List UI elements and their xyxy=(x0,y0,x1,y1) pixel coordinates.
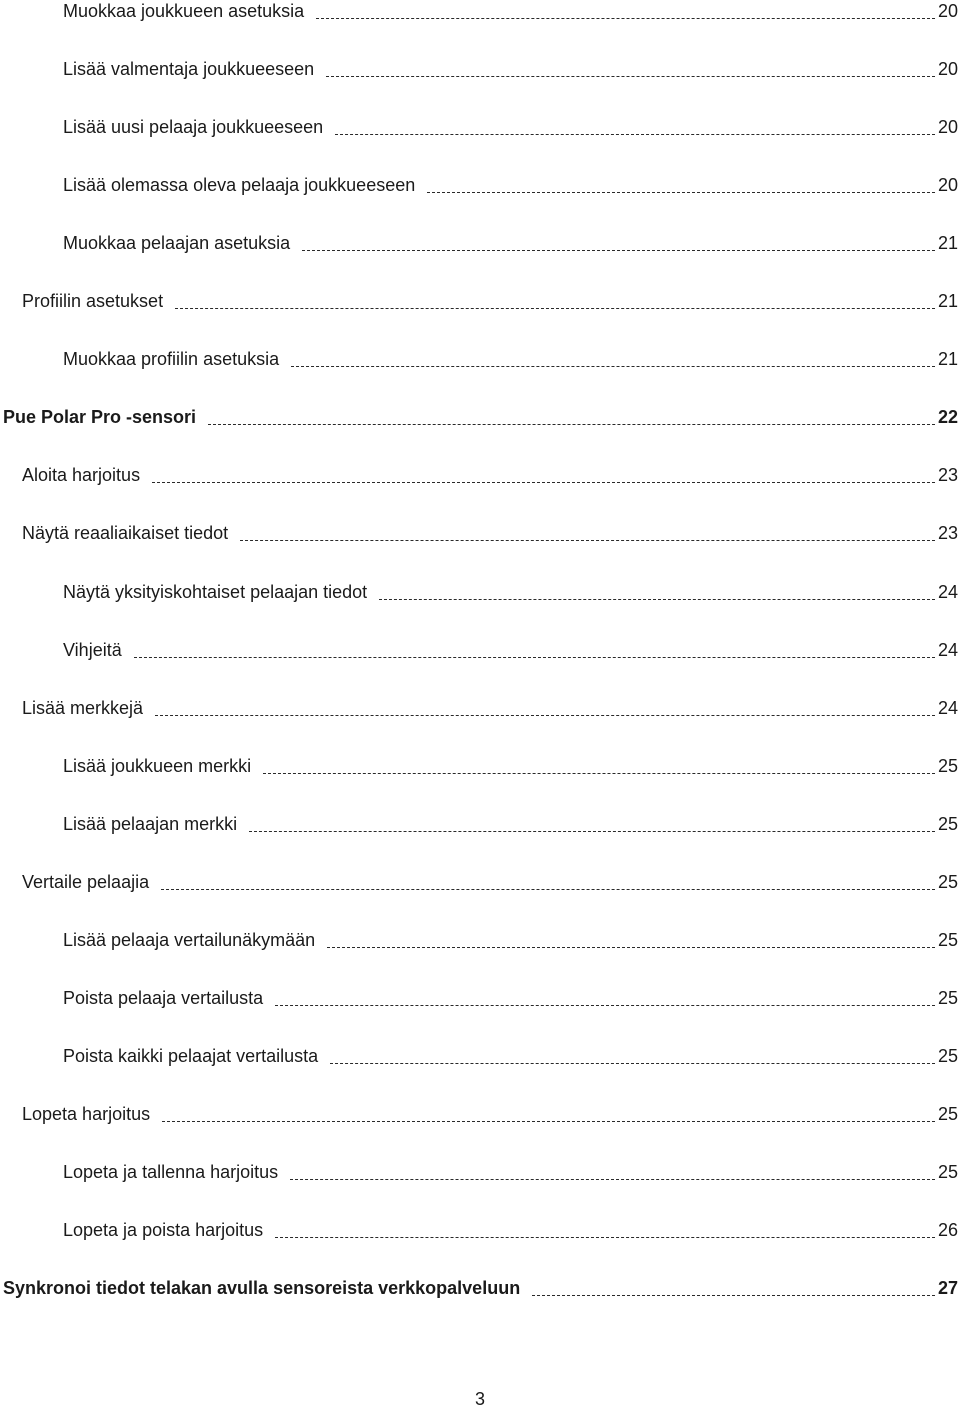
page-number: 3 xyxy=(474,1389,485,1409)
toc-entry[interactable] xyxy=(0,1153,958,1183)
toc-entry-title: Aloita harjoitus xyxy=(22,465,141,486)
toc-entry[interactable] xyxy=(0,1037,958,1067)
toc-entry-title: Lisää valmentaja joukkueeseen xyxy=(63,59,315,80)
toc-entry-page-number: 20 xyxy=(937,59,958,80)
toc-entry-title: Lisää olemassa oleva pelaaja joukkueeseen xyxy=(63,175,416,196)
toc-entry[interactable] xyxy=(0,1095,958,1125)
toc-entry-title: Lisää uusi pelaaja joukkueeseen xyxy=(63,117,324,138)
toc-entry-page-number: 25 xyxy=(937,755,958,776)
toc-dot-leader xyxy=(275,1237,935,1238)
toc-entry[interactable] xyxy=(0,108,958,138)
toc-dot-leader xyxy=(208,424,935,425)
toc-entry-page-number: 25 xyxy=(937,1045,958,1066)
toc-dot-leader xyxy=(161,889,935,890)
toc-entry[interactable] xyxy=(0,224,958,254)
toc-entry[interactable] xyxy=(0,631,958,661)
toc-entry[interactable] xyxy=(0,514,958,544)
toc-dot-leader xyxy=(275,1005,935,1006)
toc-entry-page-number: 25 xyxy=(937,987,958,1008)
toc-entry-page-number: 26 xyxy=(937,1220,958,1241)
toc-entry-page-number: 24 xyxy=(937,639,958,660)
toc-entry[interactable] xyxy=(0,863,958,893)
toc-entry[interactable] xyxy=(0,398,958,428)
toc-entry-title: Lopeta harjoitus xyxy=(22,1103,151,1124)
toc-entry[interactable] xyxy=(0,0,958,22)
toc-entry[interactable] xyxy=(0,282,958,312)
toc-entry-page-number: 25 xyxy=(937,929,958,950)
toc-entry-title: Lisää pelaajan merkki xyxy=(63,813,238,834)
toc-entry-page-number: 25 xyxy=(937,871,958,892)
toc-dot-leader xyxy=(327,947,935,948)
toc-entry-title: Lisää merkkejä xyxy=(22,697,144,718)
toc-entry-page-number: 23 xyxy=(937,465,958,486)
toc-dot-leader xyxy=(152,482,935,483)
toc-entry-title: Vihjeitä xyxy=(63,639,122,660)
toc-entry-page-number: 20 xyxy=(937,1,958,21)
toc-entry-title: Synkronoi tiedot telakan avulla sensoreista verkkopalveluun xyxy=(3,1278,521,1299)
toc-entry[interactable] xyxy=(0,50,958,80)
toc-entry-page-number: 24 xyxy=(937,697,958,718)
toc-entry-title: Poista kaikki pelaajat vertailusta xyxy=(63,1045,319,1066)
toc-entry-title: Muokkaa pelaajan asetuksia xyxy=(63,233,291,254)
toc-entry[interactable] xyxy=(0,979,958,1009)
toc-entry-title: Pue Polar Pro -sensori xyxy=(3,407,197,428)
toc-entry-page-number: 21 xyxy=(937,233,958,254)
toc-entry-page-number: 23 xyxy=(937,523,958,544)
toc-entry-page-number: 25 xyxy=(937,1103,958,1124)
toc-entry-page-number: 21 xyxy=(937,291,958,312)
toc-dot-leader xyxy=(290,1179,935,1180)
toc-dot-leader xyxy=(302,250,935,251)
toc-dot-leader xyxy=(532,1295,935,1296)
toc-entry[interactable] xyxy=(0,456,958,486)
toc-dot-leader xyxy=(291,366,935,367)
toc-entry-page-number: 20 xyxy=(937,175,958,196)
toc-entry[interactable] xyxy=(0,1269,958,1299)
toc-entry-title: Poista pelaaja vertailusta xyxy=(63,987,264,1008)
toc-dot-leader xyxy=(240,540,935,541)
toc-entry-title: Lisää pelaaja vertailunäkymään xyxy=(63,929,316,950)
toc-entry[interactable] xyxy=(0,689,958,719)
toc-entry-title: Lisää joukkueen merkki xyxy=(63,755,252,776)
toc-dot-leader xyxy=(155,715,935,716)
toc-dot-leader xyxy=(249,831,935,832)
toc-entry-page-number: 20 xyxy=(937,117,958,138)
toc-entry[interactable] xyxy=(0,340,958,370)
toc-entry-page-number: 22 xyxy=(937,407,958,428)
toc-dot-leader xyxy=(263,773,935,774)
toc-entry-page-number: 25 xyxy=(937,1162,958,1182)
toc-dot-leader xyxy=(134,657,935,658)
toc-entry-title: Muokkaa joukkueen asetuksia xyxy=(63,1,305,21)
toc-dot-leader xyxy=(335,134,935,135)
toc-dot-leader xyxy=(379,599,935,600)
toc-entry[interactable] xyxy=(0,805,958,835)
toc-entry[interactable] xyxy=(0,166,958,196)
toc-entry-page-number: 24 xyxy=(937,581,958,602)
toc-entry-title: Näytä yksityiskohtaiset pelaajan tiedot xyxy=(63,581,368,602)
toc-entry-title: Lopeta ja tallenna harjoitus xyxy=(63,1162,279,1182)
toc-dot-leader xyxy=(330,1063,935,1064)
toc-dot-leader xyxy=(175,308,935,309)
toc-entry-title: Vertaile pelaajia xyxy=(22,871,150,892)
toc-entry[interactable] xyxy=(0,573,958,603)
toc-dot-leader xyxy=(326,76,935,77)
toc-entry-page-number: 25 xyxy=(937,813,958,834)
toc-entry[interactable] xyxy=(0,1211,958,1241)
toc-entry-title: Lopeta ja poista harjoitus xyxy=(63,1220,264,1241)
toc-dot-leader xyxy=(316,18,935,19)
toc-entry-page-number: 27 xyxy=(937,1278,958,1299)
toc-entry-page-number: 21 xyxy=(937,349,958,370)
toc-entry[interactable] xyxy=(0,921,958,951)
toc-entry[interactable] xyxy=(0,747,958,777)
toc-dot-leader xyxy=(162,1121,935,1122)
toc-entry-title: Profiilin asetukset xyxy=(22,291,164,312)
toc-dot-leader xyxy=(427,192,935,193)
toc-entry-title: Näytä reaaliaikaiset tiedot xyxy=(22,523,229,544)
toc-entry-title: Muokkaa profiilin asetuksia xyxy=(63,349,280,370)
